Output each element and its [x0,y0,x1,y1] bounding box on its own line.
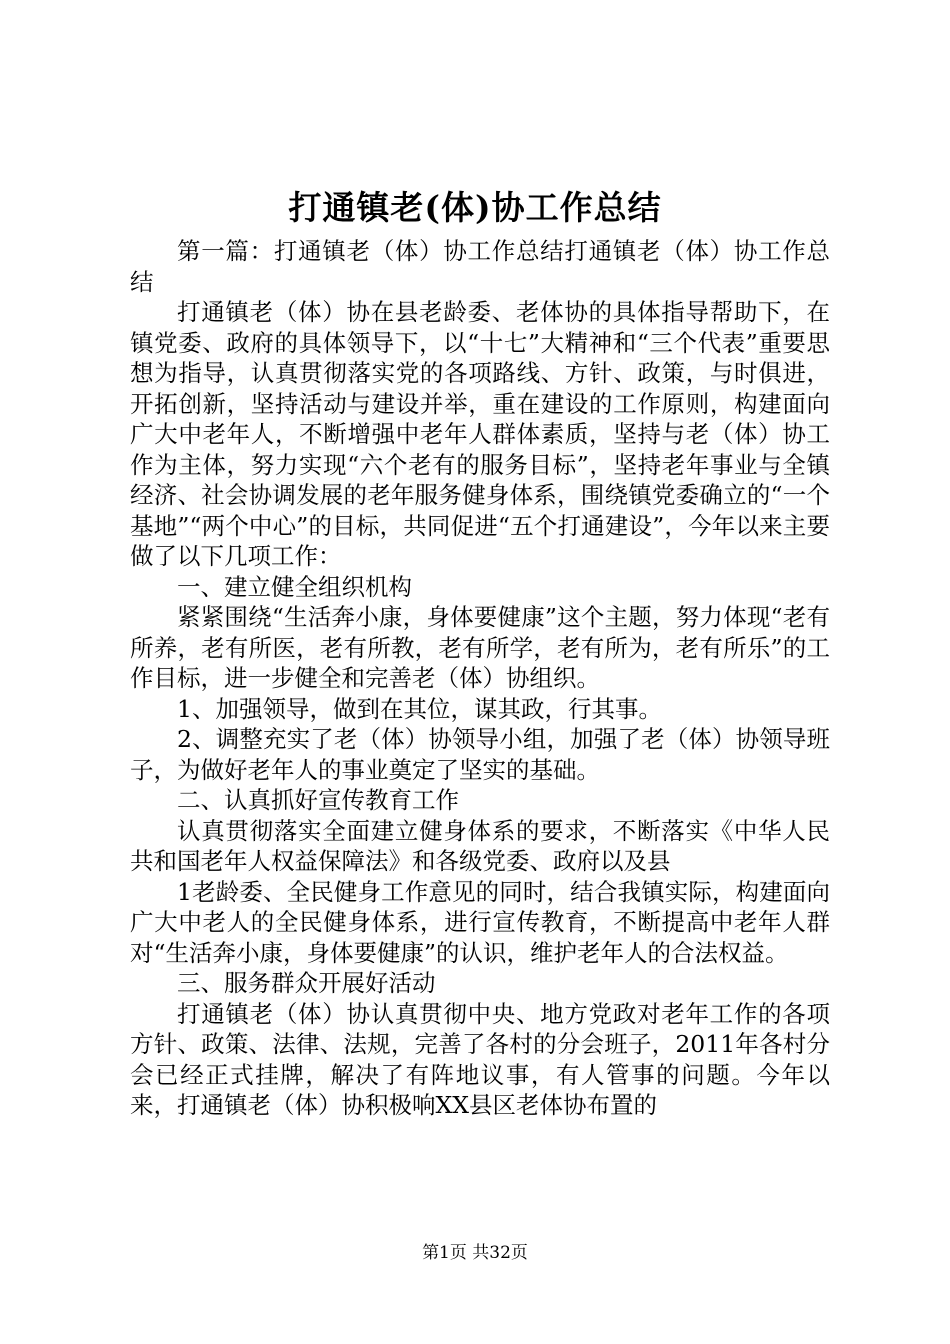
document-body [130,236,830,1121]
page-number-footer: 第1页 共32页 [422,1243,528,1263]
section-heading-1: 一、建立健全组织机构 [177,572,412,601]
paragraph-section-3: 打通镇老（体）协认真贯彻中央、地方党政对老年工作的各项方针、政策、法律、法规，完善了各村的分会班子，2011年各村分会已经正式挂牌，解决了有阵地议事，有人管事的问题。今年以来，打通镇老（体）协积极响XX县区老体协布置的 [130,999,830,1119]
section-heading-2: 二、认真抓好宣传教育工作 [177,786,459,814]
document-title: 打通镇老(体)协工作总结 [288,188,662,227]
paragraph-section-2a: 认真贯彻落实全面建立健身体系的要求，不断落实《中华人民共和国老年人权益保障法》和各级党委、政府以及县 [130,816,830,875]
paragraph-item-2: 2、调整充实了老（体）协领导小组，加强了老（体）协领导班子，为做好老年人的事业奠定了坚实的基础。 [130,725,830,784]
paragraph-section-2b: 1老龄委、全民健身工作意见的同时，结合我镇实际，构建面向广大中老人的全民健身体系，进行宣传教育，不断提高中老年人群对“生活奔小康，身体要健康”的认识，维护老年人的合法权益。 [130,877,830,967]
section-heading-3: 三、服务群众开展好活动 [177,969,436,997]
paragraph-intro: 第一篇：打通镇老（体）协工作总结打通镇老（体）协工作总结 [130,237,830,296]
paragraph-item-1: 1、加强领导，做到在其位，谋其政，行其事。 [177,694,662,723]
paragraph-overview: 打通镇老（体）协在县老龄委、老体协的具体指导帮助下，在镇党委、政府的具体领导下，以“十七”大精神和“三个代表”重要思想为指导，认真贯彻落实党的各项路线、方针、政策，与时俱进，开拓创新，坚持活动与建设并举，重在建设的工作原则，构建面向广大中老年人，不断增强中老年人群体素质，坚持与老（体）协工作为主体，努力实现“六个老有的服务目标”，坚持老年事业与全镇经济、社会协调发展的老年服务健身体系，围绕镇党委确立的“一个基地”“两个中心”的目标，共同促进“五个打通建设”，今年以来主要做了以下几项工作： [130,298,830,570]
paragraph-section-1: 紧紧围绕“生活奔小康，身体要健康”这个主题，努力体现“老有所养，老有所医，老有所教，老有所学，老有所为，老有所乐”的工作目标，进一步健全和完善老（体）协组织。 [130,603,830,692]
